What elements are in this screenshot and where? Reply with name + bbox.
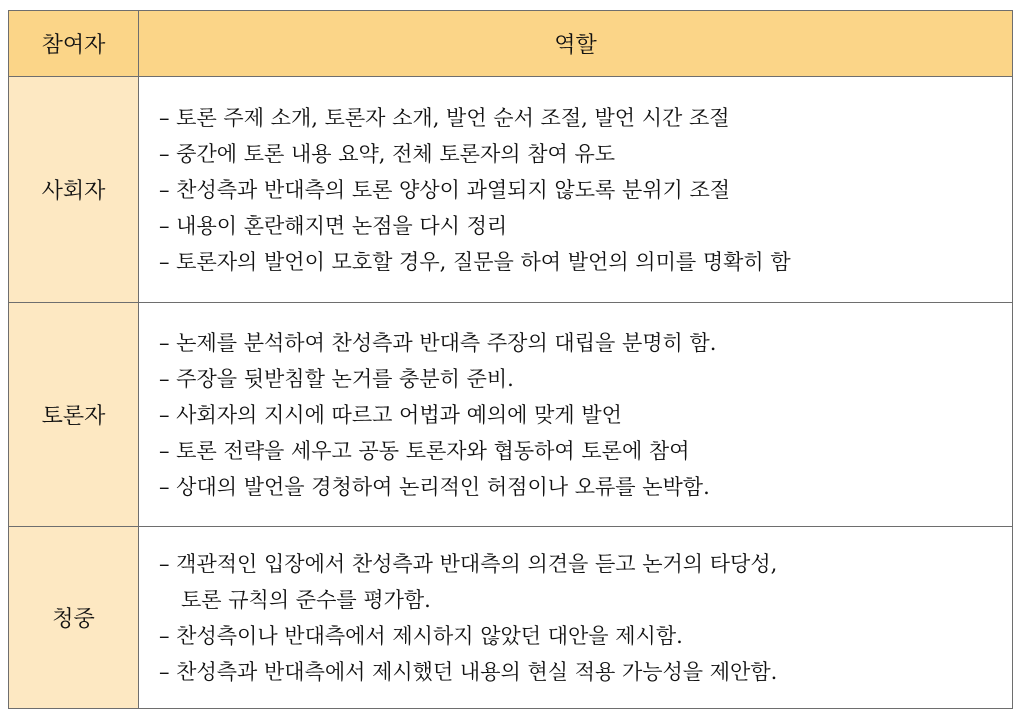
- role-line: – 찬성측과 반대측에서 제시했던 내용의 현실 적용 가능성을 제안함.: [159, 659, 778, 684]
- roles-table: [8, 10, 1013, 709]
- table-header-row: [9, 11, 1013, 77]
- role-description-debater: [139, 303, 1013, 527]
- role-line: – 중간에 토론 내용 요약, 전체 토론자의 참여 유도: [159, 141, 616, 166]
- role-description-audience: [139, 527, 1013, 709]
- participant-name-debater: 토론자: [9, 303, 139, 527]
- role-line: – 주장을 뒷받침할 논거를 충분히 준비.: [159, 366, 514, 391]
- role-line: – 찬성측이나 반대측에서 제시하지 않았던 대안을 제시함.: [159, 623, 683, 648]
- role-line: – 사회자의 지시에 따르고 어법과 예의에 맞게 발언: [159, 402, 622, 427]
- role-line-continuation: 토론 규칙의 준수를 평가함.: [181, 587, 431, 612]
- participant-name-moderator: 사회자: [9, 77, 139, 303]
- role-line: – 토론 주제 소개, 토론자 소개, 발언 순서 조절, 발언 시간 조절: [159, 105, 730, 130]
- role-line: – 찬성측과 반대측의 토론 양상이 과열되지 않도록 분위기 조절: [159, 177, 731, 202]
- role-line: – 상대의 발언을 경청하여 논리적인 허점이나 오류를 논박함.: [159, 474, 710, 499]
- role-line: – 토론 전략을 세우고 공동 토론자와 협동하여 토론에 참여: [159, 438, 690, 463]
- table-row-debater: [9, 303, 1013, 527]
- role-line: – 토론자의 발언이 모호할 경우, 질문을 하여 발언의 의미를 명확히 함: [159, 249, 791, 274]
- role-column-header: 역할: [139, 11, 1013, 77]
- roles-table-container: [8, 10, 1012, 710]
- participant-name-audience: 청중: [9, 527, 139, 709]
- table-row-audience: [9, 527, 1013, 709]
- role-description-moderator: [139, 77, 1013, 303]
- participant-column-header: 참여자: [9, 11, 139, 77]
- table-row-moderator: [9, 77, 1013, 303]
- role-line: – 논제를 분석하여 찬성측과 반대측 주장의 대립을 분명히 함.: [159, 330, 717, 355]
- role-line: – 객관적인 입장에서 찬성측과 반대측의 의견을 듣고 논거의 타당성,: [159, 551, 778, 576]
- role-line: – 내용이 혼란해지면 논점을 다시 정리: [159, 213, 508, 238]
